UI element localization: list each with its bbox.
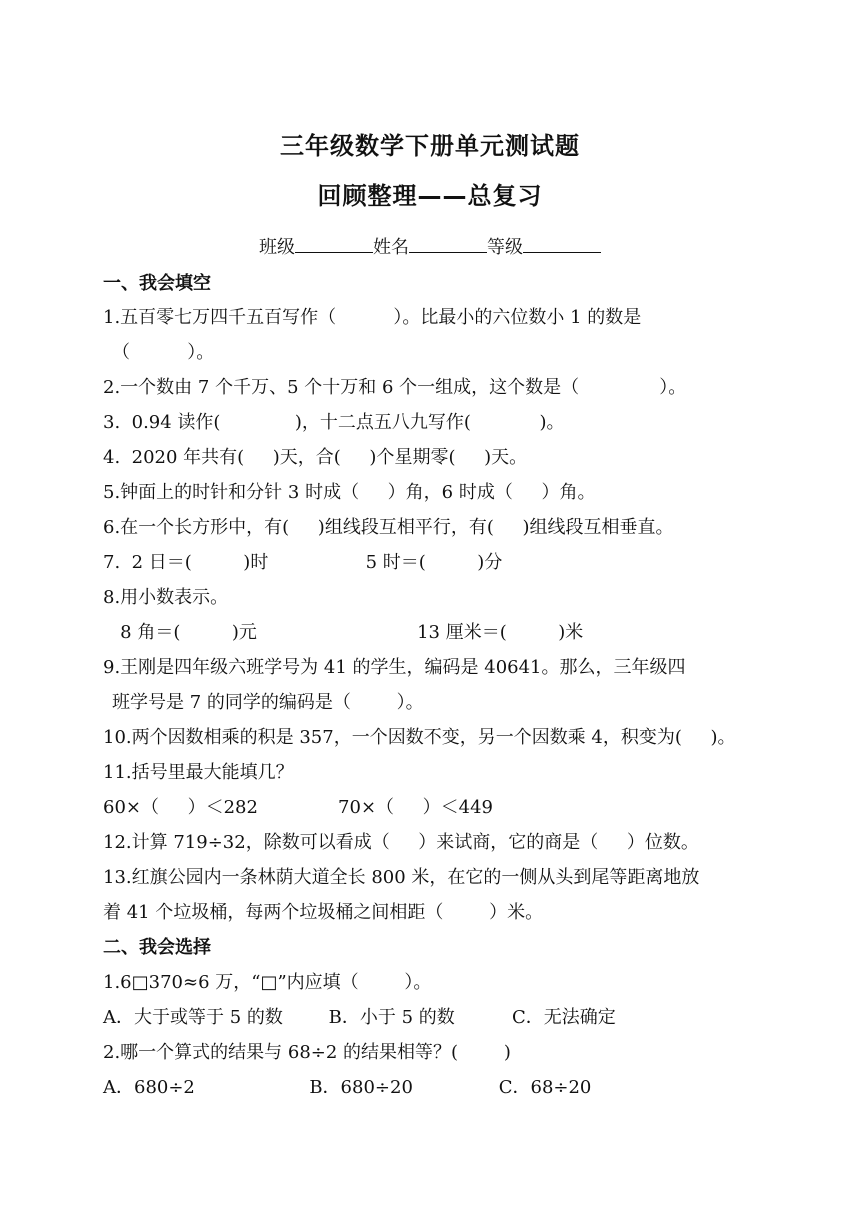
option-line: A．680÷2 B．680÷20 C．68÷20 [103, 1077, 592, 1098]
student-info-row [0, 234, 860, 260]
question-line: 3. 0.94 读作( )，十二点五八九写作( )。 [103, 412, 565, 433]
page-title: 三年级数学下册单元测试题 [280, 132, 580, 160]
name-label: 姓名 [373, 237, 409, 258]
question-line: 1.五百零七万四千五百写作（ ）。比最小的六位数小 1 的数是 [103, 307, 642, 328]
question-line: 6.在一个长方形中，有( )组线段互相平行，有( )组线段互相垂直。 [103, 517, 674, 538]
question-line: （ ）。 [112, 342, 215, 363]
question-line: 13.红旗公园内一条林荫大道全长 800 米，在它的一侧从头到尾等距离地放 [103, 867, 700, 888]
question-line: 12.计算 719÷32，除数可以看成（ ）来试商，它的商是（ ）位数。 [103, 832, 699, 853]
question-line: 2.一个数由 7 个千万、5 个十万和 6 个一组成，这个数是（ ）。 [103, 377, 687, 398]
question-line: 8 角＝( )元 13 厘米＝( )米 [103, 622, 584, 643]
question-line: 60×（ ）＜282 70×（ ）＜449 [103, 797, 494, 818]
question-line: 1.6□370≈6 万，“□”内应填（ ）。 [103, 972, 432, 993]
section-heading-choice: 二、我会选择 [103, 937, 211, 958]
question-line: 4. 2020 年共有( )天，合( )个星期零( )天。 [103, 447, 528, 468]
grade-blank[interactable] [523, 234, 601, 253]
section-heading-fill-in: 一、我会填空 [103, 273, 211, 294]
question-line: 10.两个因数相乘的积是 357，一个因数不变，另一个因数乘 4，积变为( )。 [103, 727, 736, 748]
question-line: 5.钟面上的时针和分针 3 时成（ ）角，6 时成（ ）角。 [103, 482, 596, 503]
grade-label: 等级 [487, 237, 523, 258]
question-line: 8.用小数表示。 [103, 587, 229, 608]
class-label: 班级 [259, 237, 295, 258]
question-line: 7. 2 日＝( )时 5 时＝( )分 [103, 552, 503, 573]
question-line: 9.王刚是四年级六班学号为 41 的学生，编码是 40641。那么，三年级四 [103, 657, 686, 678]
class-blank[interactable] [295, 234, 373, 253]
option-line: A．大于或等于 5 的数 B．小于 5 的数 C．无法确定 [103, 1007, 616, 1028]
name-blank[interactable] [409, 234, 487, 253]
question-line: 着 41 个垃圾桶，每两个垃圾桶之间相距（ ）米。 [103, 902, 544, 923]
page-subtitle: 回顾整理——总复习 [317, 182, 543, 210]
question-line: 2.哪一个算式的结果与 68÷2 的结果相等？( ) [103, 1042, 511, 1063]
question-line: 班学号是 7 的同学的编码是（ ）。 [112, 692, 424, 713]
question-line: 11.括号里最大能填几？ [103, 762, 294, 783]
